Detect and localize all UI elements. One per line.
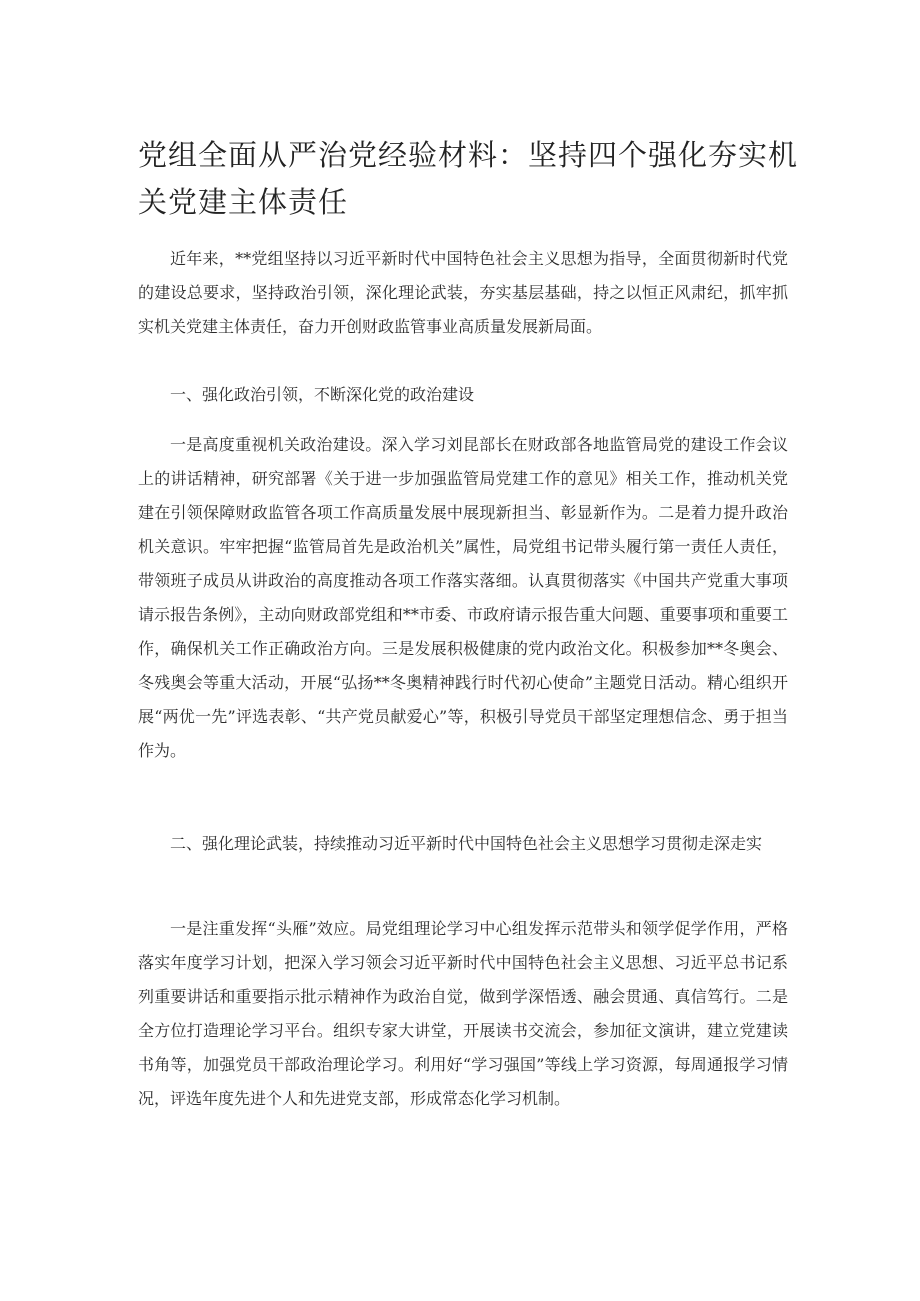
section-1-paragraph: 一是高度重视机关政治建设。深入学习刘昆部长在财政部各地监管局党的建设工作会议上的讲话精神，研究部署《关于进一步加强监管局党建工作的意见》相关工作，推动机关党建在引领保障财政监管各项工作高质量发展中展现新担当、彰显新作为。二是着力提升政治机关意识。牢牢把握“监管局首先是政治机关”属性，局党组书记带头履行第一责任人责任，带领班子成员从讲政治的高度推动各项工作落实落细。认真贯彻落实《中国共产党重大事项请示报告条例》，主动向财政部党组和**市委、市政府请示报告重大问题、重要事项和重要工作，确保机关工作正确政治方向。三是发展积极健康的党内政治文化。积极参加**冬奥会、冬残奥会等重大活动，开展“弘扬**冬奥精神践行时代初心使命”主题党日活动。精心组织开展“两优一先”评选表彰、“共产党员献爱心”等，积极引导党员干部坚定理想信念、勇于担当作为。: [138, 435, 788, 760]
section-heading-1: 一、强化政治引领，不断深化党的政治建设: [170, 385, 475, 404]
section-2-paragraph: 一是注重发挥“头雁”效应。局党组理论学习中心组发挥示范带头和领学促学作用，严格落实年度学习计划，把深入学习领会习近平新时代中国特色社会主义思想、习近平总书记系列重要讲话和重要指示批示精神作为政治自觉，做到学深悟透、融会贯通、真信笃行。二是全方位打造理论学习平台。组织专家大讲堂，开展读书交流会，参加征文演讲，建立党建读书角等，加强党员干部政治理论学习。利用好“学习强国”等线上学习资源，每周通报学习情况，评选年度先进个人和先进党支部，形成常态化学习机制。: [138, 919, 788, 1108]
document-title: 党组全面从严治党经验材料：坚持四个强化夯实机关党建主体责任: [138, 138, 799, 219]
intro-paragraph: 近年来，**党组坚持以习近平新时代中国特色社会主义思想为指导，全面贯彻新时代党的建设总要求，坚持政治引领，深化理论武装，夯实基层基础，持之以恒正风肃纪，抓牢抓实机关党建主体责任，奋力开创财政监管事业高质量发展新局面。: [138, 249, 788, 336]
section-heading-2: 二、强化理论武装，持续推动习近平新时代中国特色社会主义思想学习贯彻走深走实: [170, 834, 763, 853]
